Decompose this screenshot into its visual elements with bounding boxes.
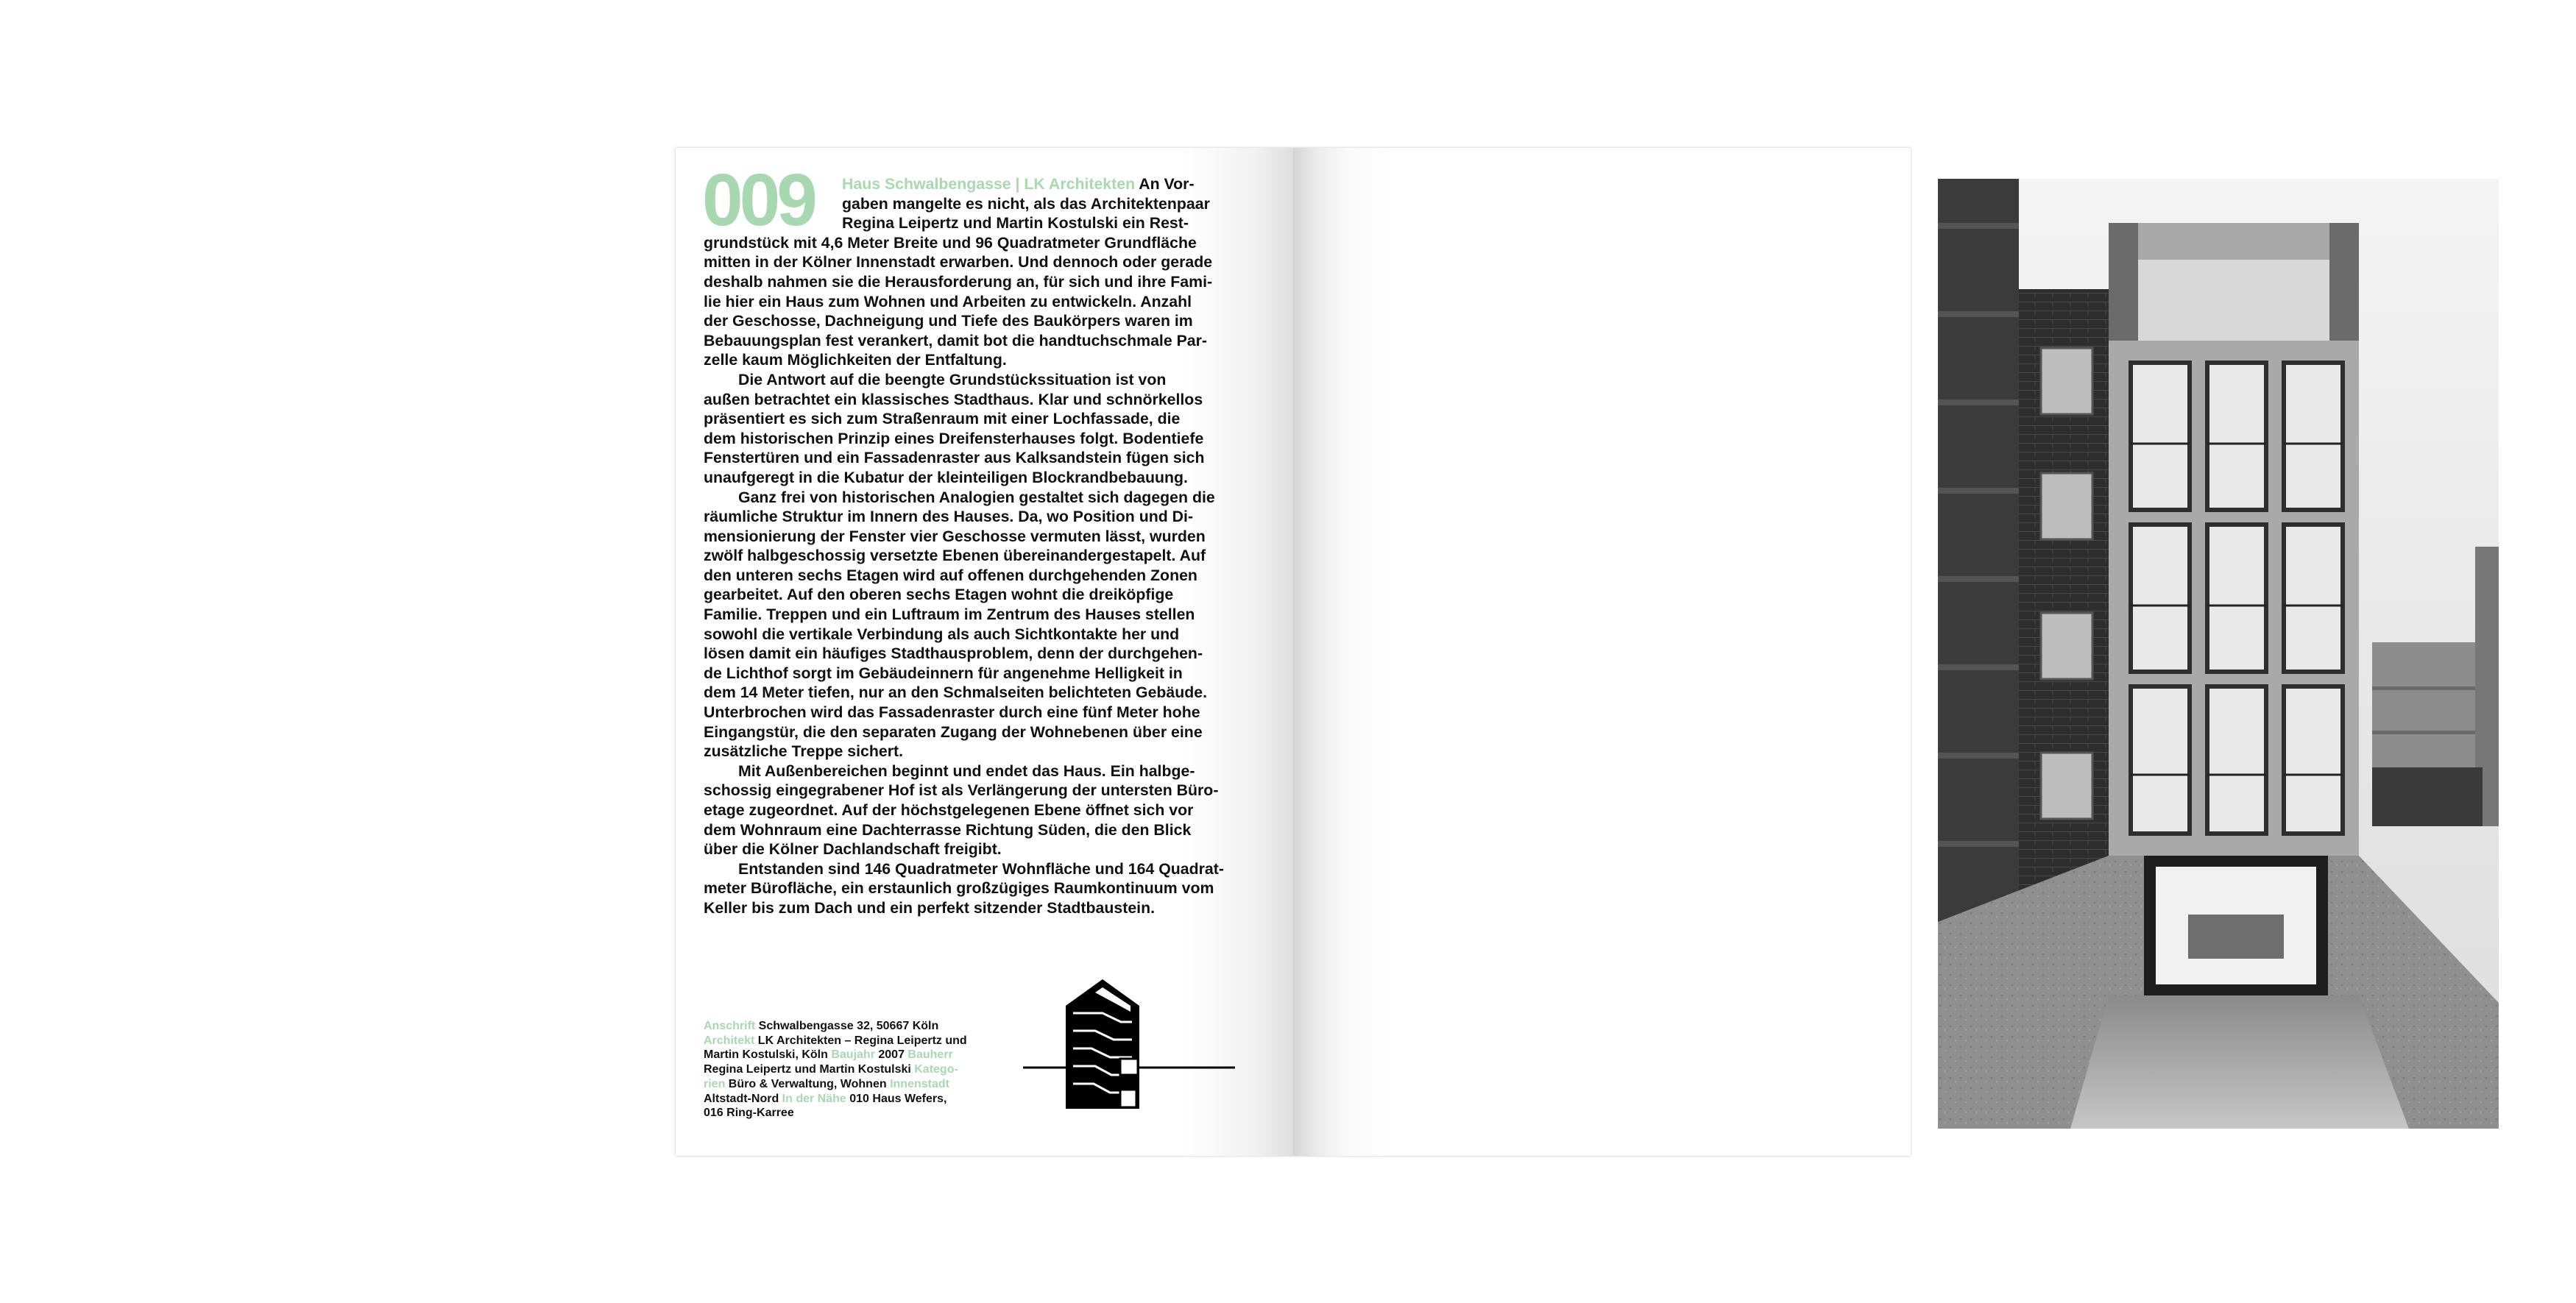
article-body (704, 174, 1267, 918)
body-line: Mit Außenbereichen beginnt und endet das Haus. Ein halbge- (738, 761, 1195, 780)
body-line: gearbeitet. Auf den oberen sechs Etagen wohnt die dreiköpfige (704, 586, 1174, 604)
entry-number: 009 (702, 159, 814, 241)
body-line: sowohl die vertikale Verbindung als auch Sichtkontakte her und (704, 625, 1180, 643)
body-line: Ganz frei von historischen Analogien gestaltet sich dagegen die (738, 488, 1215, 506)
info-line: Architekt LK Architekten – Regina Leipertz und (704, 1034, 967, 1047)
body-line: Bebauungsplan fest verankert, damit bot die handtuchschmale Par- (704, 331, 1208, 349)
info-line: Regina Leipertz und Martin Kostulski Katego- (704, 1063, 958, 1076)
body-line: dem historischen Prinzip eines Dreifensterhauses folgt. Bodentiefe (704, 429, 1204, 447)
info-line: Martin Kostulski, Köln Baujahr 2007 Bauherr (704, 1048, 953, 1062)
body-line: außen betrachtet ein klassisches Stadthaus. Klar und schnörkellos (704, 390, 1203, 408)
body-line: lösen damit ein häufiges Stadthausproblem, denn der durchgehen- (704, 645, 1203, 663)
body-line: Eingangstür, die den separaten Zugang der Wohnebenen über eine (704, 722, 1203, 741)
body-line: gaben mangelte es nicht, als das Architektenpaar (842, 194, 1210, 213)
body-line: etage zugeordnet. Auf der höchstgelegenen Ebene öffnet sich vor (704, 801, 1194, 819)
left-page (676, 148, 1293, 1156)
body-line: räumliche Struktur im Innern des Hauses. Da, wo Position und Di- (704, 508, 1194, 526)
body-line: meter Bürofläche, ein erstaunlich großzügiges Raumkontinuum vom (704, 879, 1214, 898)
body-line: über die Kölner Dachlandschaft freigibt. (704, 840, 1002, 859)
body-line: mensionierung der Fenster vier Geschosse vermuten lässt, wurden (704, 527, 1206, 545)
body-line: dem 14 Meter tiefen, nur an den Schmalseiten belichteten Gebäude. (704, 684, 1208, 702)
body-line: Familie. Treppen und ein Luftraum im Zentrum des Hauses stellen (704, 606, 1195, 624)
magazine-spread (676, 148, 1911, 1156)
body-line: Unterbrochen wird das Fassadenraster durch eine fünf Meter hohe (704, 703, 1200, 722)
body-line: lie hier ein Haus zum Wohnen und Arbeiten zu entwickeln. Anzahl (704, 292, 1192, 310)
body-line: zelle kaum Möglichkeiten der Entfaltung. (704, 351, 1007, 369)
body-line: Fenstertüren und ein Fassadenraster aus Kalksandstein fügen sich (704, 449, 1205, 467)
building-facade-photo (1938, 179, 2499, 1129)
building-section-icon (1022, 976, 1235, 1109)
body-line: präsentiert es sich zum Straßenraum mit einer Lochfassade, die (704, 410, 1181, 428)
headline: Haus Schwalbengasse | LK Architekten (842, 175, 1136, 193)
body-line: Regina Leipertz und Martin Kostulski ein Rest- (842, 214, 1189, 232)
body-line: zusätzliche Treppe sichert. (704, 742, 904, 761)
body-line: Entstanden sind 146 Quadratmeter Wohnfläche und 164 Quadrat- (738, 859, 1224, 878)
body-line: der Geschosse, Dachneigung und Tiefe des Baukörpers waren im (704, 312, 1193, 330)
body-line: grundstück mit 4,6 Meter Breite und 96 Quadratmeter Grundfläche (704, 233, 1197, 252)
body-line: dem Wohnraum eine Dachterrasse Richtung Süden, die den Blick (704, 820, 1192, 839)
body-line: schossig eingegrabener Hof ist als Verlängerung der untersten Büro- (704, 781, 1219, 800)
right-page (1293, 148, 1911, 1156)
body-line: zwölf halbgeschossig versetzte Ebenen übereinandergestapelt. Auf (704, 547, 1206, 565)
body-line: deshalb nahmen sie die Herausforderung an, für sich und ihre Fami- (704, 272, 1213, 291)
body-line: mitten in der Kölner Innenstadt erwarben. Und dennoch oder gerade (704, 253, 1213, 271)
info-line: 016 Ring-Karree (704, 1107, 794, 1120)
body-line: Keller bis zum Dach und ein perfekt sitzender Stadtbaustein. (704, 898, 1156, 917)
body-line: Haus Schwalbengasse | LK Architekten An Vor- (842, 175, 1195, 193)
body-line: de Lichthof sorgt im Gebäudeinnern für angenehme Helligkeit in (704, 664, 1183, 682)
body-line: den unteren sechs Etagen wird auf offenen durchgehenden Zonen (704, 566, 1197, 584)
body-line: Die Antwort auf die beengte Grundstückssituation ist von (738, 370, 1167, 388)
body-line: unaufgeregt in die Kubatur der kleinteiligen Blockrandbebauung. (704, 468, 1188, 486)
info-block (704, 1019, 967, 1121)
info-line: Anschrift Schwalbengasse 32, 50667 Köln (704, 1020, 939, 1032)
info-line: Altstadt-Nord In der Nähe 010 Haus Wefers, (704, 1092, 947, 1105)
info-line: rien Büro & Verwaltung, Wohnen Innenstadt (704, 1077, 949, 1090)
